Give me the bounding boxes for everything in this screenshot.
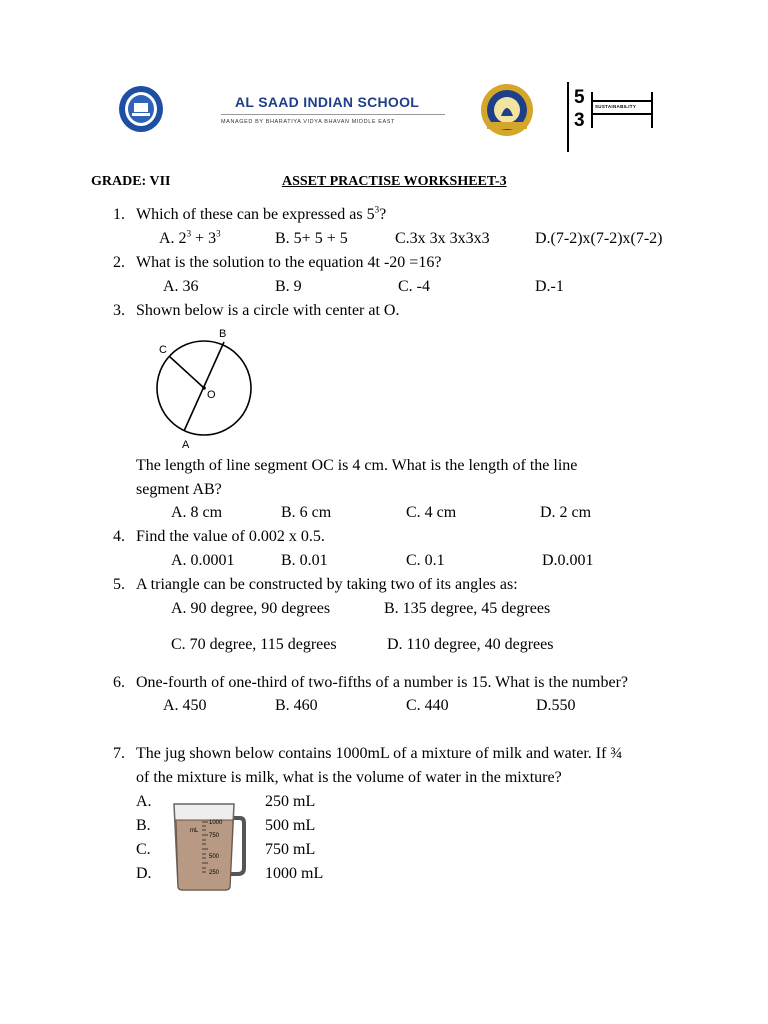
q6-option-b: B. 460 bbox=[275, 697, 318, 714]
q7-text: The jug shown below contains 1000mL of a mixture of milk and water. If ¾ bbox=[136, 745, 623, 762]
jug-label-500: 500 bbox=[209, 854, 220, 860]
badge-separator bbox=[567, 82, 569, 152]
jug-label-ml: mL bbox=[190, 828, 199, 834]
label-b: B bbox=[219, 328, 227, 340]
q2-text: What is the solution to the equation 4t -20 =16? bbox=[136, 254, 442, 271]
q2-option-d: D.-1 bbox=[535, 278, 564, 295]
q6-text: One-fourth of one-third of two-fifths of a number is 15. What is the number? bbox=[136, 674, 629, 691]
badge-rule-bottom bbox=[591, 113, 653, 115]
q6-option-c: C. 440 bbox=[406, 697, 449, 714]
badge-frame bbox=[591, 92, 653, 128]
q5-number: 5. bbox=[113, 576, 125, 593]
radius-oc bbox=[169, 356, 204, 388]
header-banner bbox=[95, 72, 675, 148]
q7-option-c: 750 mL bbox=[265, 841, 316, 858]
q7-option-letter-a: A. bbox=[136, 793, 152, 810]
q3-option-a: A. 8 cm bbox=[171, 504, 223, 521]
jug-label-250: 250 bbox=[209, 870, 220, 876]
school-emblem-icon bbox=[117, 84, 165, 134]
q3-number: 3. bbox=[113, 302, 125, 319]
q7-option-letter-b: B. bbox=[136, 817, 151, 834]
worksheet-title: ASSET PRACTISE WORKSHEET-3 bbox=[282, 174, 507, 189]
q2-number: 2. bbox=[113, 254, 125, 271]
q3-option-c: C. 4 cm bbox=[406, 504, 457, 521]
label-a: A bbox=[182, 439, 190, 451]
q4-text: Find the value of 0.002 x 0.5. bbox=[136, 528, 325, 545]
q1-option-d: D.(7-2)x(7-2)x(7-2) bbox=[535, 230, 663, 247]
q3-text-3: segment AB? bbox=[136, 481, 222, 498]
badge-word: SUSTAINABILITY bbox=[595, 104, 637, 109]
q1-option-c: C.3x 3x 3x3x3 bbox=[395, 230, 490, 247]
badge-digit-3: 3 bbox=[574, 110, 585, 131]
jug-liquid bbox=[176, 820, 233, 890]
grade-label: GRADE: VII bbox=[91, 174, 171, 189]
managed-by-text: MANAGED BY BHARATIYA VIDYA BHAVAN MIDDLE EAST bbox=[221, 119, 396, 125]
q5-text: A triangle can be constructed by taking two of its angles as: bbox=[136, 576, 518, 593]
jug-label-750: 750 bbox=[209, 833, 220, 839]
bhavan-crest-icon bbox=[479, 82, 535, 138]
label-o: O bbox=[207, 389, 216, 401]
circle-figure bbox=[148, 324, 260, 454]
q3-option-d: D. 2 cm bbox=[540, 504, 592, 521]
q4-option-d: D.0.001 bbox=[542, 552, 594, 569]
q1-text: Which of these can be expressed as $5^3$? bbox=[136, 204, 387, 223]
q1-number: 1. bbox=[113, 206, 125, 223]
q7-number: 7. bbox=[113, 745, 125, 762]
q1-option-a: A. $2^3 + 3^3$ bbox=[159, 228, 221, 247]
q7-option-letter-d: D. bbox=[136, 865, 152, 882]
school-name: AL SAAD INDIAN SCHOOL bbox=[235, 94, 420, 110]
q4-option-b: B. 0.01 bbox=[281, 552, 328, 569]
badge-rule-top bbox=[591, 100, 653, 102]
q7-option-b: 500 mL bbox=[265, 817, 316, 834]
q5-option-b: B. 135 degree, 45 degrees bbox=[384, 600, 551, 617]
q7-option-d: 1000 mL bbox=[265, 865, 324, 882]
q6-number: 6. bbox=[113, 674, 125, 691]
q7-option-letter-c: C. bbox=[136, 841, 151, 858]
q5-option-d: D. 110 degree, 40 degrees bbox=[387, 636, 554, 653]
measuring-jug-figure bbox=[168, 796, 252, 896]
q7-text-2: of the mixture is milk, what is the volume of water in the mixture? bbox=[136, 769, 562, 786]
q2-option-c: C. -4 bbox=[398, 278, 430, 295]
q1-option-b: B. 5+ 5 + 5 bbox=[275, 230, 348, 247]
q7-option-a: 250 mL bbox=[265, 793, 316, 810]
header-divider bbox=[221, 114, 445, 115]
q3-text: Shown below is a circle with center at O. bbox=[136, 302, 400, 319]
q4-option-c: C. 0.1 bbox=[406, 552, 445, 569]
q2-option-b: B. 9 bbox=[275, 278, 302, 295]
badge-digit-5: 5 bbox=[574, 87, 585, 108]
jug-label-1000: 1000 bbox=[209, 820, 223, 826]
label-c: C bbox=[159, 344, 167, 356]
q6-option-d: D.550 bbox=[536, 697, 576, 714]
q6-option-a: A. 450 bbox=[163, 697, 207, 714]
q4-number: 4. bbox=[113, 528, 125, 545]
q4-option-a: A. 0.0001 bbox=[171, 552, 235, 569]
q2-option-a: A. 36 bbox=[163, 278, 199, 295]
q3-text-2: The length of line segment OC is 4 cm. What is the length of the line bbox=[136, 457, 578, 474]
q5-option-a: A. 90 degree, 90 degrees bbox=[171, 600, 331, 617]
center-point bbox=[202, 386, 206, 390]
q3-option-b: B. 6 cm bbox=[281, 504, 332, 521]
q5-option-c: C. 70 degree, 115 degrees bbox=[171, 636, 337, 653]
